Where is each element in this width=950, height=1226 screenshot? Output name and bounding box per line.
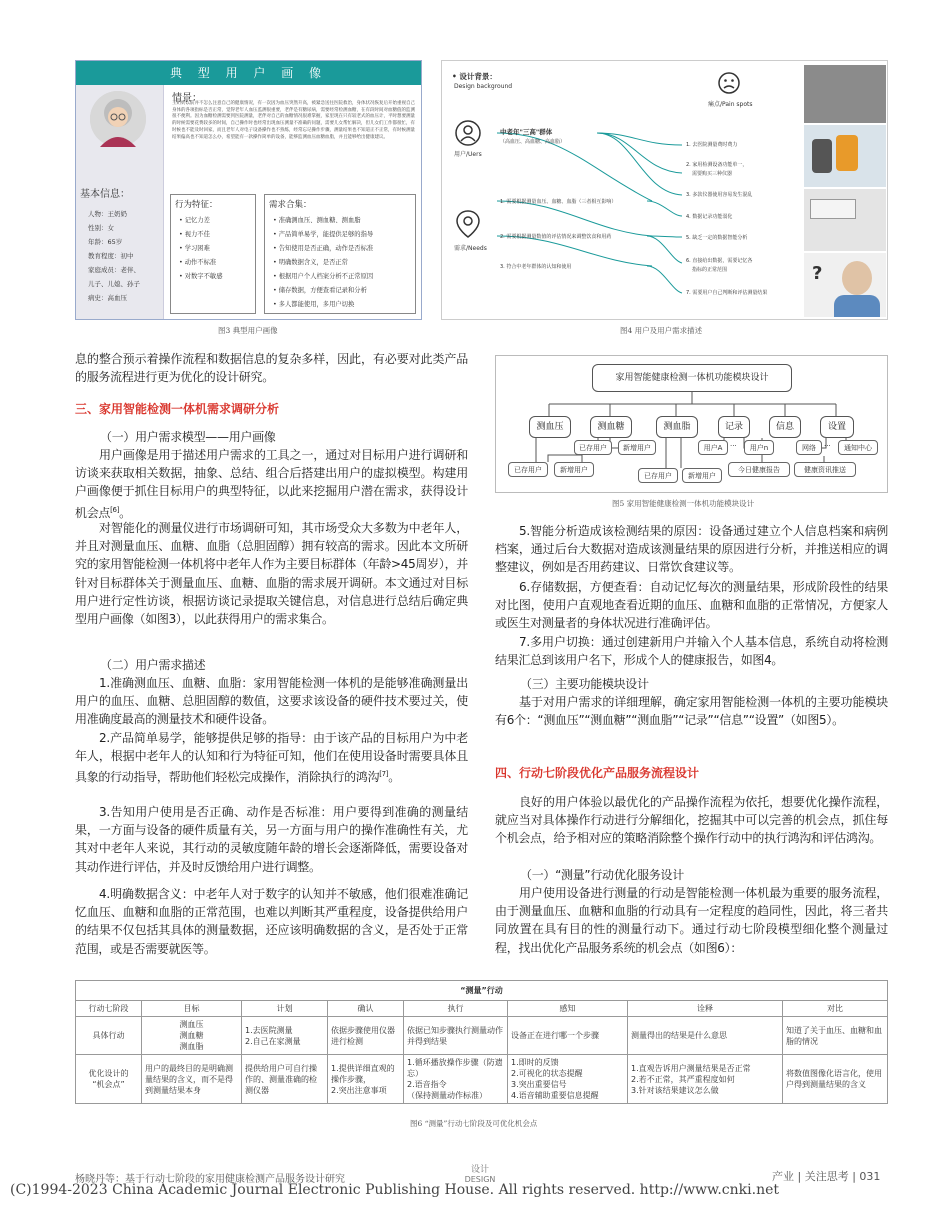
paragraph-end: 。 <box>388 770 400 785</box>
submodule-user-n: 用户n <box>744 440 774 455</box>
pain-item: 3. 多款仪器使用容易发生混乱 <box>686 192 753 198</box>
table-cell: 提供给用户可自行操作的、测量准确的检测仪器 <box>242 1055 328 1104</box>
basic-info-item: 人物：王奶奶 <box>88 210 127 218</box>
logo-text-en: DESIGN <box>464 1175 496 1184</box>
paragraph <box>75 446 468 522</box>
running-footer-title: 杨晓丹等：基于行动七阶段的家用健康检测产品服务设计研究 <box>75 1174 345 1185</box>
confused-elderly-photo <box>804 253 886 317</box>
location-pin-icon <box>454 209 482 239</box>
basic-info-item: 性别：女 <box>88 224 114 232</box>
table-title: “测量”行动 <box>76 981 888 1001</box>
paragraph-text: 2.产品简单易学，能够提供足够的指导：由于该产品的目标用户为中老年人，根据中老年人的认知和行为特征可知，他们在使用设备时需要具体且具象的行动指导，帮助他们轻松完成操作，消除执行的鸿沟 <box>75 731 468 785</box>
pain-item: 7. 需要用户自己判断和评估测量结果 <box>686 290 768 296</box>
need-item: • 准确测血压、测血糖、测血脂 <box>273 217 361 224</box>
needs-label: 需求/Needs <box>454 245 487 252</box>
table-row <box>76 1055 888 1104</box>
submodule-daily-report: 今日健康报告 <box>728 462 790 477</box>
table-header-row <box>76 1001 888 1017</box>
paragraph <box>75 729 468 787</box>
module-settings: 设置 <box>820 416 854 438</box>
paragraph: 7.多用户切换：通过创建新用户并输入个人基本信息，系统自动将检测结果汇总到该用户名下，形成个人的健康报告，如图4。 <box>495 635 888 668</box>
figure-5-module-diagram <box>495 355 888 493</box>
ellipsis: ··· <box>824 442 831 450</box>
table-cell: 用户的最终目的是明确测量结果的含义，而不是得到测量结果本身 <box>142 1055 242 1104</box>
user-label: 用户/Uers <box>454 151 482 158</box>
group-subtitle: （高血压、高血糖、高血脂） <box>500 139 566 145</box>
action-seven-stages-table <box>75 980 888 1104</box>
basic-info-title: 基本信息： <box>80 189 130 200</box>
table-cell: 1.即时的反馈 2.可视化的状态提醒 3.突出重要信号 4.语音辅助重要信息提醒 <box>508 1055 628 1104</box>
needs-title: 需求合集： <box>269 200 312 210</box>
copyright-notice: (C)1994-2023 China Academic Journal Electronic Publishing House. All rights reserved. http://www.cnki.net <box>10 1182 780 1198</box>
table-header-cell: 计划 <box>242 1001 328 1017</box>
paragraph: 4.明确数据含义：中老年人对于数字的认知并不敏感，他们很难准确记忆血压、血糖和血脂的正常范围，也难以判断其严重程度，设备提供给用户的结果不仅包括其具体的测量数据，还应该明确数据的含义，是否处于正常范围，或是否需要就医等。 <box>75 887 468 956</box>
need-item: • 告知使用是否正确，动作是否标准 <box>273 245 374 252</box>
pain-spots-label: 痛点/Pain spots <box>708 101 753 108</box>
module-root: 家用智能健康检测一体机功能模块设计 <box>592 364 792 392</box>
basic-info-item: 病史：高血压 <box>88 294 127 302</box>
pain-item: 1. 去医院测量费时费力 <box>686 142 738 148</box>
submodule-health-news: 健康资讯推送 <box>794 462 856 477</box>
page-number-section: 产业 | 关注思考 | 031 <box>772 1170 881 1183</box>
citation-ref: [6] <box>110 505 120 514</box>
table-header-cell: 目标 <box>142 1001 242 1017</box>
story-text: 王奶奶以前并不怎么注意自己的健康情况，有一次因为血压突然升高，被紧急送往医院救治，身体状况恢复后开始重视自己身体的各项指标是否正常，觉得老年人血压监测很重要，老伴是有糖尿病，需要经常检测血糖，在有段时间对血糖值的监测很不便利。因为血糖检测需要到医院测量，老伴对自己的血糖情况很难掌握，家里现在只有较老式的血压计，平时想要测量的时候需要花费较多的时间，自己操作时也经常出现血压测量不准确的问题，需要儿女帮忙解决，但儿女们工作都很忙，有时候也不能及时回家，而且老年人对电子设备操作也不熟练，经常忘记操作步骤，测量结果也不知道正不正常，有时候测量结果偏高也不知道怎么办，希望能有一款操作简单的设备，能够监测血压血糖血脂，并且能够给出健康建议。 <box>172 101 415 140</box>
module-record: 记录 <box>718 416 750 438</box>
submodule-user-a: 用户A <box>698 440 728 455</box>
persona-left-column <box>76 85 164 319</box>
glucose-meter-photo <box>804 125 886 187</box>
pain-item: 指标的正常范围 <box>692 267 728 273</box>
submodule-network: 网络 <box>796 440 822 455</box>
paragraph: 良好的用户体验以最优化的产品操作流程为依托，想要优化操作流程，就应当对具体操作行动进行分解细化，挖掘其中可以完善的机会点，抓住每个机会点，给予相对应的策略消除整个操作行动中的执行鸿沟和评估鸿沟。 <box>495 795 888 846</box>
row-label: 优化设计的 “机会点” <box>76 1055 142 1104</box>
basic-info-item: 教育程度：初中 <box>88 252 134 260</box>
elderly-woman-icon <box>90 91 146 147</box>
sad-face-icon <box>717 71 741 95</box>
pain-item: 需要购买三种仪器 <box>692 171 733 177</box>
needs-box <box>264 194 416 314</box>
module-blood-pressure: 测血压 <box>529 416 571 438</box>
table-header-cell: 诠释 <box>628 1001 783 1017</box>
subsection-heading: （一）用户需求模型——用户画像 <box>100 430 276 444</box>
paragraph: 息的整合预示着操作流程和数据信息的复杂多样，因此，有必要对此类产品的服务流程进行更为优化的设计研究。 <box>75 352 468 385</box>
table-cell: 1.提供详细直观的操作步骤， 2.突出注意事项 <box>328 1055 404 1104</box>
table-cell: 依据已知步骤执行测量动作并得到结果 <box>404 1017 508 1055</box>
paragraph: 5.智能分析造成该检测结果的原因：设备通过建立个人信息档案和病例档案，通过后台大数据对造成该测量结果的原因进行分析，并推送相应的调整建议，例如是否用药建议、日常饮食建议等。 <box>495 524 888 575</box>
table-cell: 知道了关于血压、血糖和血脂的情况 <box>783 1017 888 1055</box>
paragraph: 用户使用设备进行测量的行动是智能检测一体机最为重要的服务流程，由于测量血压、血糖和血脂的行动具有一定程度的趋同性，因此，将三者共同放置在具有目的性的测量行动下。通过行动七阶段模型细化整个测量过程，找出优化产品服务系统的机会点（如图6）： <box>495 886 888 955</box>
figure-5-caption: 图5 家用智能健康检测一体机功能模块设计 <box>612 499 755 508</box>
subsection-heading: （三）主要功能模块设计 <box>520 677 649 691</box>
persona-title: 典 型 用 户 画 像 <box>76 61 421 85</box>
table-cell: 将数值图像化语言化，使用户得到测量结果的含义 <box>783 1055 888 1104</box>
need-item: 3. 符合中老年群体的认知和使用 <box>500 264 572 270</box>
table-header-cell: 执行 <box>404 1001 508 1017</box>
citation-ref: [7] <box>379 770 389 779</box>
need-item: 1. 需要根据测量血压、血糖、血脂（三者相互影响） <box>500 199 617 205</box>
need-item: 2. 需要根据测量数值的评估情况来调整饮食和用药 <box>500 234 612 240</box>
table-header-cell: 对比 <box>783 1001 888 1017</box>
table-cell: 1.直观告诉用户测量结果是否正常 2.若不正常，其严重程度如何 3.针对该结果建议怎么做 <box>628 1055 783 1104</box>
table-title-row <box>76 981 888 1001</box>
submodule-existing-user <box>638 468 678 483</box>
submodule-new-user <box>682 468 722 483</box>
trait-item: • 动作不标准 <box>179 259 217 266</box>
hospital-queue-photo <box>804 65 886 123</box>
table-cell: 依据步骤使用仪器进行检测 <box>328 1017 404 1055</box>
pain-item: 6. 直接给出数据，需要记忆各 <box>686 258 753 264</box>
avatar <box>90 91 146 147</box>
paragraph: 对智能化的测量仪进行市场调研可知，其市场受众大多数为中老年人，并且对测量血压、血糖、血脂（总胆固醇）拥有较高的需求。因此本文所研究的家用智能检测一体机将中老年人作为主要目标群体（年龄>45周岁），并针对目标群体关于测量血压、血糖、血脂的需求展开调研。本文通过对目标用户进行定性访谈，根据访谈记录提取关键信息，对信息进行总结后确定典型用户画像（如图3），以此获得用户的需求集合。 <box>75 521 468 627</box>
logo-text-cn: 设计 <box>470 1165 489 1175</box>
table-header-cell: 确认 <box>328 1001 404 1017</box>
module-blood-sugar: 测血糖 <box>590 416 632 438</box>
trait-item: • 对数字不敏感 <box>179 273 223 280</box>
multi-device-photo <box>804 189 886 251</box>
table-cell: 测量得出的结果是什么意思 <box>628 1017 783 1055</box>
need-item: • 产品简单易学，能提供足够的指导 <box>273 231 374 238</box>
module-info: 信息 <box>769 416 801 438</box>
traits-title: 行为特征： <box>175 200 218 210</box>
section-heading-3: 三、家用智能检测一体机需求调研分析 <box>75 402 280 416</box>
table-cell: 设备正在进行哪一个步骤 <box>508 1017 628 1055</box>
figure-6-caption: 图6 “测量”行动七阶段及可优化机会点 <box>410 1119 538 1128</box>
traits-box <box>170 194 256 314</box>
table-cell: 1.循环播放操作步骤（防遗忘） 2.语音指令 （保持测量动作标准） <box>404 1055 508 1104</box>
module-blood-lipid: 测血脂 <box>656 416 698 438</box>
subsection-heading: （一）“测量”行动优化服务设计 <box>520 868 684 882</box>
story-title: 情景： <box>172 93 202 104</box>
design-bg-title: • 设计背景： <box>452 72 497 81</box>
table-cell: 测血压 测血糖 测血脂 <box>142 1017 242 1055</box>
section-heading-4: 四、行动七阶段优化产品服务流程设计 <box>495 766 700 780</box>
submodule-label: 已存用户 <box>644 472 672 480</box>
paragraph-end: 。 <box>119 505 131 520</box>
paragraph: 基于对用户需求的详细理解，确定家用智能检测一体机的主要功能模块有6个：“测血压”“测血糖”“测血脂”“记录”“信息”“设置”（如图5）。 <box>495 695 888 728</box>
figure-3-user-persona <box>75 60 422 320</box>
basic-info-item: 家庭成员：老伴、 <box>88 266 140 274</box>
trait-item: • 学习困难 <box>179 245 210 252</box>
submodule-existing-user: 已存用户 <box>574 440 612 455</box>
table-cell: 1.去医院测量 2.自己在家测量 <box>242 1017 328 1055</box>
subsection-heading: （二）用户需求描述 <box>100 658 206 672</box>
paragraph: 6.存储数据，方便查看：自动记忆每次的测量结果，形成阶段性的结果对比图，使用户直观地查看近期的血压、血糖和血脂的正常情况，方便家人或医生对测量者的身体状况进行准确评估。 <box>495 580 888 631</box>
need-item: • 根据用户个人档案分析不正常原因 <box>273 273 374 280</box>
pain-item: 2. 家用检测设备功能单一， <box>686 162 748 168</box>
paragraph: 1.准确测血压、血糖、血脂：家用智能检测一体机的是能够准确测量出用户的血压、血糖、总胆固醇的数值，这要求该设备的硬件技术要过关，使用准确度最高的测量技术和硬件设备。 <box>75 676 468 727</box>
table-header-cell: 行动七阶段 <box>76 1001 142 1017</box>
basic-info-item: 儿子、儿媳、孙子 <box>88 280 140 288</box>
submodule-new-user: 新增用户 <box>618 440 656 455</box>
need-item: • 明确数据含义，是否正常 <box>273 259 348 266</box>
pain-item: 4. 数据记录功能弱化 <box>686 214 733 220</box>
figure-4-caption: 图4 用户及用户需求描述 <box>620 326 703 335</box>
trait-item: • 记忆力差 <box>179 217 210 224</box>
group-title: 中老年"三高"群体 <box>500 128 553 136</box>
paragraph: 3.告知用户使用是否正确、动作是否标准：用户要得到准确的测量结果，一方面与设备的硬件质量有关，另一方面与用户的操作准确性有关，尤其对中老年人来说，其行动的灵敏度随年龄的增长会逐渐降低，需要设备对其动作进行评估，并及时反馈给用户进行调整。 <box>75 805 468 874</box>
row-label: 具体行动 <box>76 1017 142 1055</box>
ellipsis: ··· <box>730 442 737 450</box>
trait-item: • 视力不佳 <box>179 231 210 238</box>
need-item: • 储存数据，方便查看记录和分析 <box>273 287 367 294</box>
journal-logo <box>462 1162 498 1184</box>
submodule-existing-user: 已存用户 <box>508 462 548 477</box>
figure-3-caption: 图3 典型用户画像 <box>218 326 278 335</box>
submodule-notification-center: 通知中心 <box>838 440 878 455</box>
table-header-cell: 感知 <box>508 1001 628 1017</box>
basic-info-item: 年龄：65岁 <box>88 238 123 246</box>
design-bg-subtitle: Design background <box>454 83 513 90</box>
paragraph-text: 用户画像是用于描述用户需求的工具之一，通过对目标用户进行调研和访谈来获取相关数据，抽象、总结、组合后搭建出用户的虚拟模型。构建用户画像便于抓住目标用户的典型特征，以此来挖掘用户潜在需求，获得设计机会点 <box>75 448 468 520</box>
figure-4-user-needs <box>441 60 888 320</box>
pain-item: 5. 缺乏一定的数据智能分析 <box>686 235 748 241</box>
need-item: • 多人都能使用，多用户切换 <box>273 301 355 308</box>
table-row <box>76 1017 888 1055</box>
user-icon <box>454 119 482 147</box>
submodule-new-user: 新增用户 <box>554 462 594 477</box>
question-mark-icon: ? <box>812 263 823 284</box>
submodule-label: 新增用户 <box>688 472 716 480</box>
